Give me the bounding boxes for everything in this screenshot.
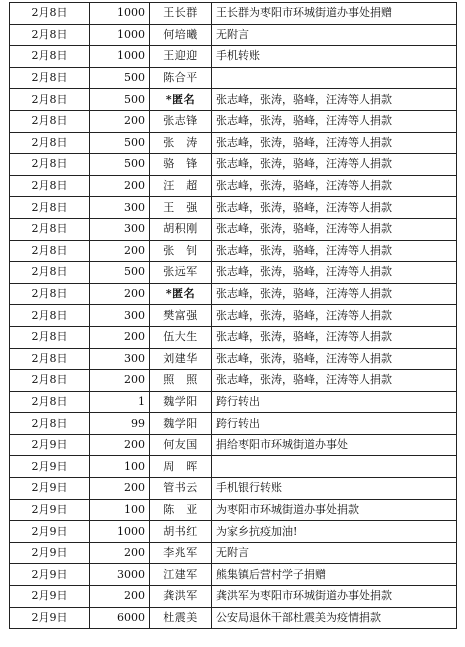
table-row [10, 110, 457, 132]
table-row [10, 262, 457, 284]
date-cell: 2月8日 [10, 110, 90, 132]
amount-cell: 1 [90, 391, 150, 413]
date-cell: 2月8日 [10, 197, 90, 219]
table-row [10, 542, 457, 564]
donor-name-cell: 樊富强 [150, 305, 212, 327]
date-cell: 2月8日 [10, 67, 90, 89]
note-cell: 张志峰，张涛，骆峰，汪涛等人捐款 [212, 283, 457, 305]
donor-name-cell: 管书云 [150, 478, 212, 500]
date-cell: 2月9日 [10, 564, 90, 586]
donation-table-body [10, 3, 457, 629]
amount-cell: 200 [90, 542, 150, 564]
date-cell: 2月8日 [10, 3, 90, 25]
amount-cell: 6000 [90, 607, 150, 629]
date-cell: 2月8日 [10, 154, 90, 176]
amount-cell: 200 [90, 110, 150, 132]
table-row [10, 586, 457, 608]
date-cell: 2月8日 [10, 240, 90, 262]
donor-name-cell: 周 晖 [150, 456, 212, 478]
donor-name-cell: 王迎迎 [150, 46, 212, 68]
amount-cell: 300 [90, 305, 150, 327]
date-cell: 2月9日 [10, 521, 90, 543]
table-row [10, 305, 457, 327]
note-cell [212, 456, 457, 478]
donor-name-cell: 王 强 [150, 197, 212, 219]
table-row [10, 175, 457, 197]
date-cell: 2月8日 [10, 305, 90, 327]
donor-name-cell: 张远军 [150, 262, 212, 284]
donor-name-cell: 刘建华 [150, 348, 212, 370]
table-row [10, 46, 457, 68]
donor-name-cell: 龚洪军 [150, 586, 212, 608]
note-cell: 跨行转出 [212, 391, 457, 413]
date-cell: 2月8日 [10, 326, 90, 348]
donor-name-cell: 杜震美 [150, 607, 212, 629]
note-cell: 张志峰，张涛，骆峰，汪涛等人捐款 [212, 370, 457, 392]
note-cell: 张志峰，张涛，骆峰，汪涛等人捐款 [212, 110, 457, 132]
amount-cell: 200 [90, 283, 150, 305]
date-cell: 2月9日 [10, 607, 90, 629]
donor-name-cell: 何友国 [150, 434, 212, 456]
donor-name-cell: 陈 亚 [150, 499, 212, 521]
table-row [10, 607, 457, 629]
donor-name-cell: 何培曦 [150, 24, 212, 46]
donor-name-cell: 张 涛 [150, 132, 212, 154]
amount-cell: 200 [90, 478, 150, 500]
amount-cell: 200 [90, 370, 150, 392]
amount-cell: 1000 [90, 24, 150, 46]
date-cell: 2月8日 [10, 391, 90, 413]
date-cell: 2月8日 [10, 132, 90, 154]
note-cell: 张志峰，张涛，骆峰，汪涛等人捐款 [212, 89, 457, 111]
date-cell: 2月8日 [10, 175, 90, 197]
date-cell: 2月8日 [10, 24, 90, 46]
table-row [10, 499, 457, 521]
note-cell: 张志峰，张涛，骆峰，汪涛等人捐款 [212, 305, 457, 327]
donor-name-cell: 汪 超 [150, 175, 212, 197]
date-cell: 2月8日 [10, 283, 90, 305]
note-cell: 张志峰，张涛，骆峰，汪涛等人捐款 [212, 154, 457, 176]
table-row [10, 391, 457, 413]
table-row [10, 434, 457, 456]
donor-name-cell: 胡积刚 [150, 218, 212, 240]
amount-cell: 300 [90, 218, 150, 240]
table-row [10, 348, 457, 370]
amount-cell: 1000 [90, 521, 150, 543]
donor-name-cell: 张 钊 [150, 240, 212, 262]
amount-cell: 500 [90, 262, 150, 284]
date-cell: 2月9日 [10, 542, 90, 564]
amount-cell: 3000 [90, 564, 150, 586]
table-row [10, 197, 457, 219]
date-cell: 2月8日 [10, 348, 90, 370]
amount-cell: 500 [90, 154, 150, 176]
donor-name-cell: *匿名 [150, 89, 212, 111]
table-row [10, 283, 457, 305]
table-row [10, 326, 457, 348]
note-cell: 捐给枣阳市环城街道办事处 [212, 434, 457, 456]
amount-cell: 1000 [90, 3, 150, 25]
amount-cell: 500 [90, 132, 150, 154]
note-cell: 张志峰，张涛，骆峰，汪涛等人捐款 [212, 240, 457, 262]
donor-name-cell: 骆 锋 [150, 154, 212, 176]
amount-cell: 200 [90, 434, 150, 456]
note-cell: 张志峰，张涛，骆峰，汪涛等人捐款 [212, 262, 457, 284]
donor-name-cell: 张志锋 [150, 110, 212, 132]
donor-name-cell: 魏学阳 [150, 391, 212, 413]
note-cell: 手机银行转账 [212, 478, 457, 500]
date-cell: 2月9日 [10, 456, 90, 478]
note-cell [212, 67, 457, 89]
table-row [10, 132, 457, 154]
date-cell: 2月8日 [10, 218, 90, 240]
donor-name-cell: 魏学阳 [150, 413, 212, 435]
date-cell: 2月8日 [10, 262, 90, 284]
amount-cell: 500 [90, 89, 150, 111]
note-cell: 跨行转出 [212, 413, 457, 435]
donor-name-cell: *匿名 [150, 283, 212, 305]
note-cell: 张志峰，张涛，骆峰，汪涛等人捐款 [212, 348, 457, 370]
note-cell: 张志峰，张涛，骆峰，汪涛等人捐款 [212, 132, 457, 154]
amount-cell: 200 [90, 240, 150, 262]
note-cell: 无附言 [212, 24, 457, 46]
table-row [10, 24, 457, 46]
amount-cell: 300 [90, 197, 150, 219]
table-row [10, 370, 457, 392]
amount-cell: 100 [90, 499, 150, 521]
date-cell: 2月9日 [10, 586, 90, 608]
note-cell: 为枣阳市环城街道办事处捐款 [212, 499, 457, 521]
table-row [10, 218, 457, 240]
note-cell: 张志峰，张涛，骆峰，汪涛等人捐款 [212, 218, 457, 240]
note-cell: 为家乡抗疫加油! [212, 521, 457, 543]
date-cell: 2月9日 [10, 499, 90, 521]
note-cell: 手机转账 [212, 46, 457, 68]
donor-name-cell: 胡书红 [150, 521, 212, 543]
amount-cell: 200 [90, 326, 150, 348]
table-row [10, 3, 457, 25]
table-row [10, 564, 457, 586]
note-cell: 王长群为枣阳市环城街道办事处捐赠 [212, 3, 457, 25]
table-row [10, 413, 457, 435]
amount-cell: 1000 [90, 46, 150, 68]
date-cell: 2月8日 [10, 46, 90, 68]
amount-cell: 500 [90, 67, 150, 89]
donor-name-cell: 王长群 [150, 3, 212, 25]
donor-name-cell: 伍大生 [150, 326, 212, 348]
date-cell: 2月8日 [10, 413, 90, 435]
note-cell: 龚洪军为枣阳市环城街道办事处捐款 [212, 586, 457, 608]
date-cell: 2月8日 [10, 370, 90, 392]
date-cell: 2月9日 [10, 478, 90, 500]
donation-table [9, 2, 457, 629]
note-cell: 公安局退休干部杜震美为疫情捐款 [212, 607, 457, 629]
donation-ledger-sheet [9, 2, 456, 640]
donor-name-cell: 陈合平 [150, 67, 212, 89]
table-row [10, 67, 457, 89]
date-cell: 2月9日 [10, 434, 90, 456]
table-row [10, 478, 457, 500]
amount-cell: 300 [90, 348, 150, 370]
amount-cell: 200 [90, 586, 150, 608]
table-row [10, 456, 457, 478]
donor-name-cell: 江建军 [150, 564, 212, 586]
donor-name-cell: 李兆军 [150, 542, 212, 564]
note-cell: 无附言 [212, 542, 457, 564]
table-row [10, 521, 457, 543]
table-row [10, 240, 457, 262]
table-row [10, 89, 457, 111]
amount-cell: 99 [90, 413, 150, 435]
donor-name-cell: 照 照 [150, 370, 212, 392]
amount-cell: 100 [90, 456, 150, 478]
table-row [10, 154, 457, 176]
amount-cell: 200 [90, 175, 150, 197]
note-cell: 张志峰，张涛，骆峰，汪涛等人捐款 [212, 175, 457, 197]
date-cell: 2月8日 [10, 89, 90, 111]
note-cell: 熊集镇后营村学子捐赠 [212, 564, 457, 586]
note-cell: 张志峰，张涛，骆峰，汪涛等人捐款 [212, 197, 457, 219]
note-cell: 张志峰，张涛，骆峰，汪涛等人捐款 [212, 326, 457, 348]
